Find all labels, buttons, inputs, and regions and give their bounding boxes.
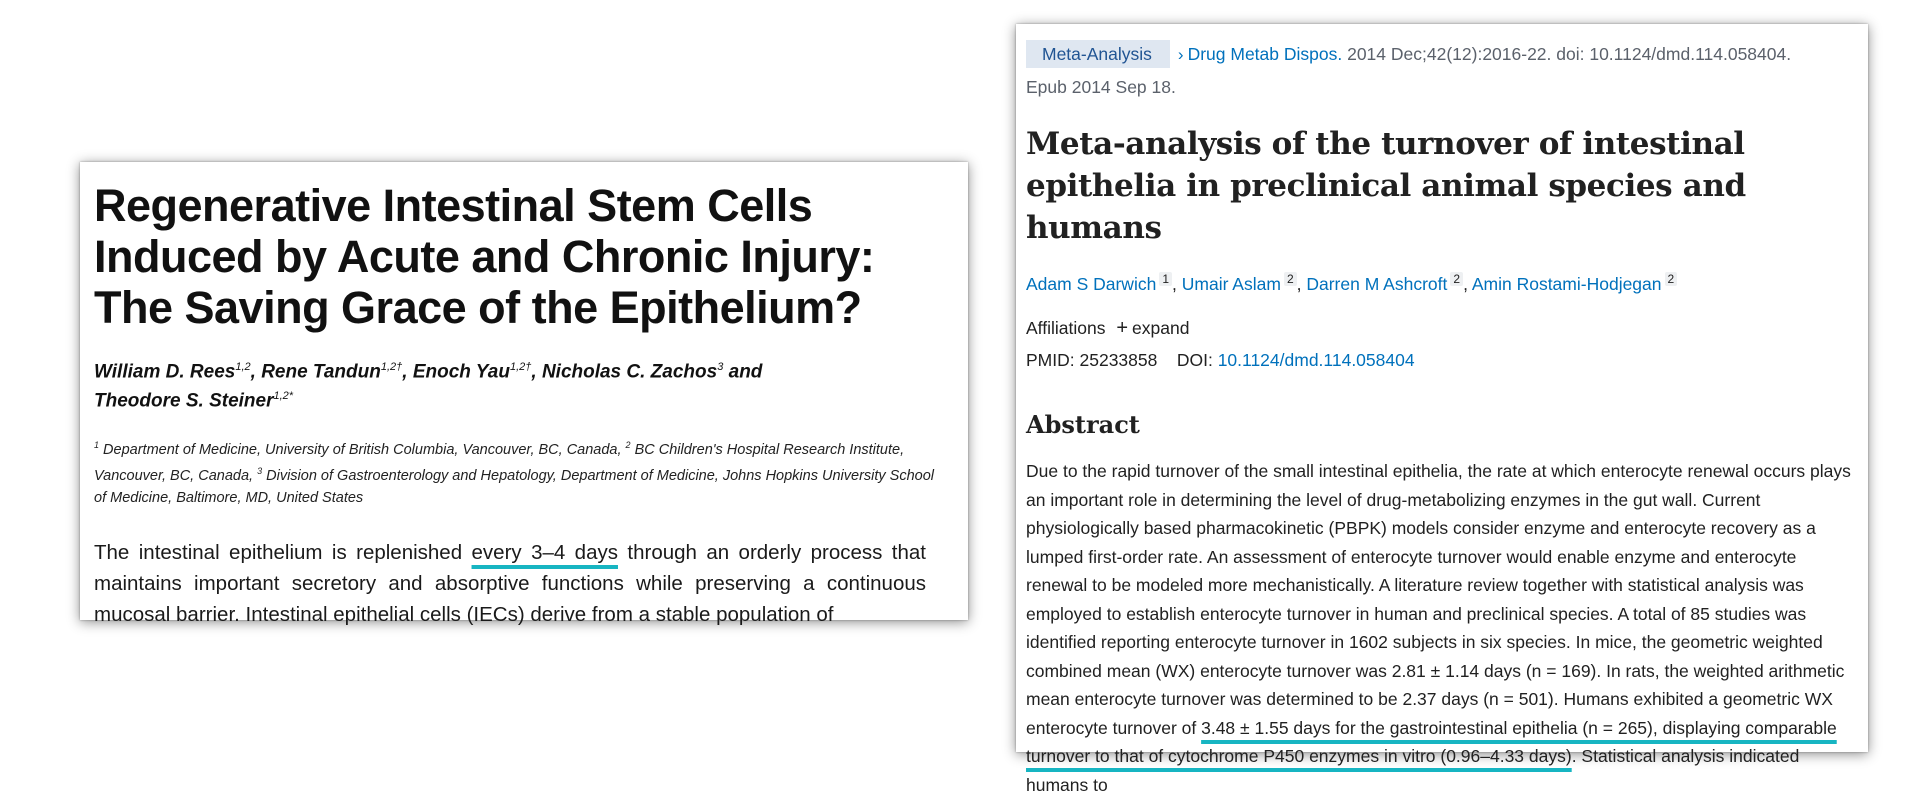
affil-sup: 2 (625, 439, 631, 450)
author-affiliation-number[interactable]: 1 (1159, 272, 1172, 286)
epub-date: Epub 2014 Sep 18. (1026, 77, 1176, 97)
author-link[interactable]: Umair Aslam (1181, 274, 1281, 294)
highlighted-text: 3.48 ± 1.55 days for the gastrointestinal epithelia (n = 265), displaying comparable turnover to that of cytochrome P450 enzymes in vitro (0.96–4.33 days) (1026, 717, 1837, 766)
expand-affiliations-button[interactable] (1116, 318, 1189, 338)
expand-label: expand (1132, 318, 1190, 338)
left-paper-card (80, 162, 968, 627)
affil-text: Division of Gastroenterology and Hepatology, Department of Medicine, Johns Hopkins University School of Medicine, Baltimore, MD, United States (94, 468, 935, 507)
abstract-text (1026, 457, 1860, 799)
citation-row (1026, 40, 1858, 69)
left-paper-title: Regenerative Intestinal Stem Cells Induced by Acute and Chronic Injury: The Saving Grace of the Epithelium? (94, 180, 875, 333)
highlighted-text: every 3–4 days (471, 541, 618, 565)
author-affiliation-number[interactable]: 2 (1450, 272, 1463, 286)
author-affiliation-number[interactable]: 2 (1284, 272, 1297, 286)
left-paper-affiliations (94, 434, 934, 510)
affil-sup: 1 (94, 439, 100, 450)
affil-sup: 3 (257, 466, 263, 477)
pmid-label: PMID: (1026, 350, 1075, 370)
left-author-sup: 1,2† (509, 361, 532, 373)
abstract-body: Due to the rapid turnover of the small intestinal epithelia, the rate at which enterocyte renewal occurs plays an important role in determining the level of drug-metabolizing enzymes in the gut wall. Current physiologically based pharmacokinetic (PBPK) models consider enzyme and enterocyte recovery as a lumped first-order rate. An assessment of enterocyte turnover would enable enzyme and enterocyte renewal to be modeled more mechanistically. A literature review together with statistical analysis was employed to establish enterocyte turnover in human and preclinical species. A total of 85 studies was identified reporting enterocyte turnover in 1602 subjects in six species. In mice, the geometric weighted combined mean (WX) enterocyte turnover was 2.81 ± 1.14 days (n = 169). In rats, the weighted arithmetic mean enterocyte turnover was determined to be 2.37 days (n = 501). Humans exhibited a geometric WX enterocyte turnover of (1026, 461, 1851, 738)
doi-link[interactable]: 10.1124/dmd.114.058404 (1217, 350, 1415, 370)
author-affiliation-number[interactable]: 2 (1665, 272, 1678, 286)
body-text: through an orderly process that maintains important secretory and absorptive functions while preserving a continuous mucosal barrier. Intestinal epithelial cells (IECs) derive from a stable population of (94, 541, 926, 627)
left-paper-body (94, 537, 926, 630)
publication-type-badge: Meta-Analysis (1026, 40, 1170, 68)
left-author-name: Rene Tandun (261, 361, 381, 383)
left-author-sep: , (402, 361, 413, 383)
abstract-heading: Abstract (1026, 410, 1140, 439)
affiliations-row (1026, 315, 1858, 341)
left-author-sep: and (723, 361, 763, 383)
identifiers-row (1026, 347, 1858, 373)
left-author-name: Nicholas C. Zachos (541, 361, 718, 383)
plus-icon: + (1116, 317, 1129, 339)
citation-text: 2014 Dec;42(12):2016-22. doi: 10.1124/dmd.114.058404. (1342, 44, 1792, 64)
abstract-body: . Statistical analysis indicated humans to (1026, 746, 1800, 795)
author-link[interactable]: Amin Rostami-Hodjegan (1471, 274, 1662, 294)
pmid-value: 25233858 (1079, 350, 1158, 370)
left-author-sup: 1,2* (273, 390, 294, 403)
chevron-right-icon: › (1177, 45, 1184, 64)
author-link[interactable]: Darren M Ashcroft (1306, 274, 1448, 294)
left-author-sup: 1,2† (380, 361, 403, 373)
affil-text: Department of Medicine, University of British Columbia, Vancouver, BC, Canada, (99, 441, 626, 458)
body-text: The intestinal epithelium is replenished (94, 541, 472, 565)
affil-text: BC Children's Hospital Research Institute, Vancouver, BC, Canada, (94, 441, 905, 485)
left-author-name: William D. Rees (94, 361, 236, 383)
left-author-sep: , (531, 361, 542, 383)
journal-link[interactable]: Drug Metab Dispos. (1187, 44, 1343, 64)
article-title: Meta-analysis of the turnover of intestinal epithelia in preclinical animal species and humans (1026, 126, 1746, 246)
author-link[interactable]: Adam S Darwich (1026, 274, 1157, 294)
doi-label: DOI: (1176, 350, 1213, 370)
author-list: Adam S Darwich 1 , Umair Aslam 2 , Darren M Ashcroft 2 , Amin Rostami-Hodjegan 2 (1026, 271, 1858, 297)
left-author-name: Theodore S. Steiner (94, 390, 274, 412)
left-author-sup: 3 (717, 361, 724, 373)
left-author-name: Enoch Yau (412, 361, 510, 383)
left-author-sep: , (250, 361, 262, 383)
right-paper-card (1016, 24, 1868, 795)
left-author-sup: 1,2 (235, 361, 251, 373)
affiliations-label: Affiliations (1026, 318, 1106, 338)
left-paper-authors (94, 355, 954, 414)
